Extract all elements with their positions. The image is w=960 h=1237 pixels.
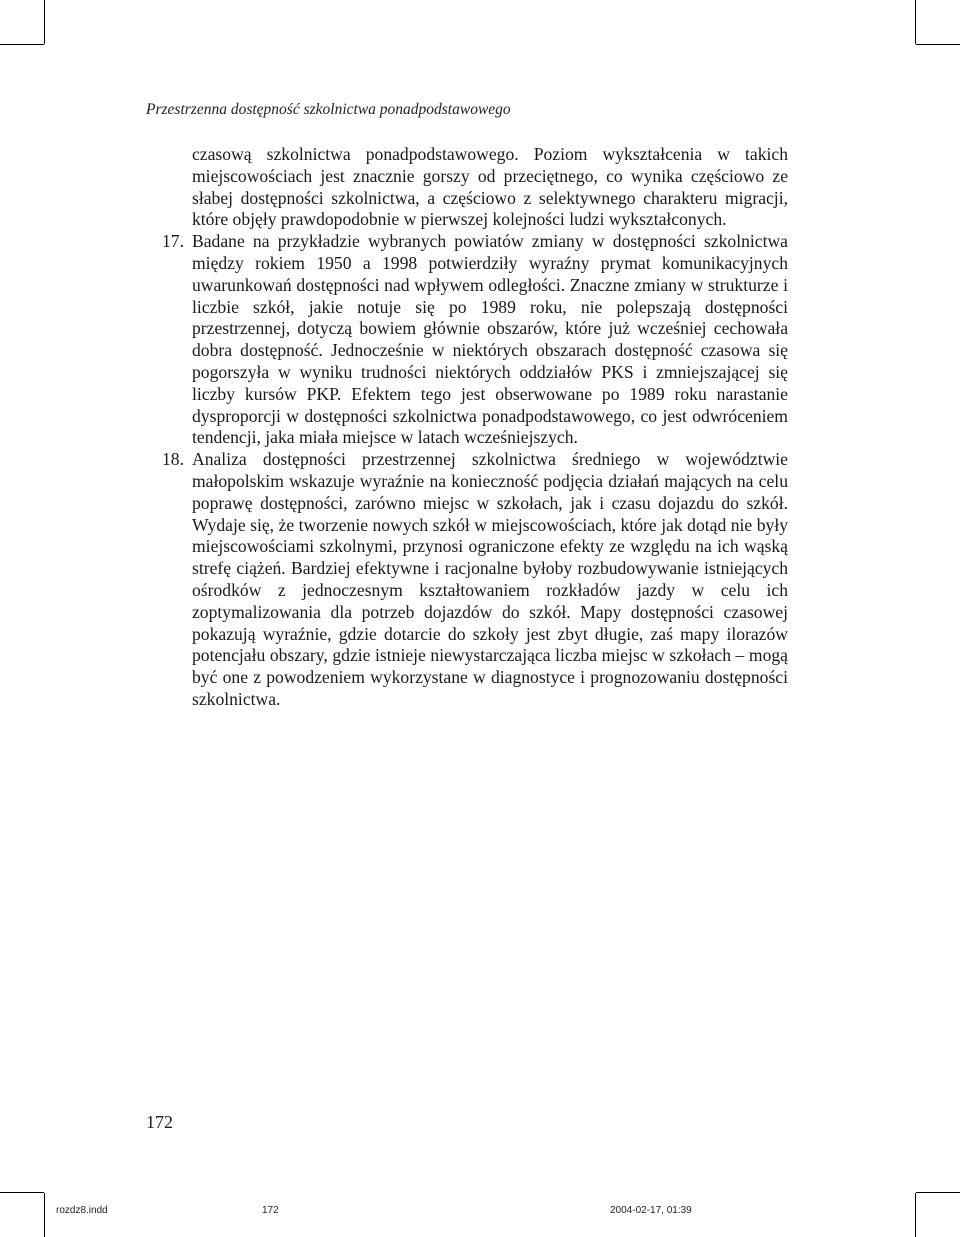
item-text: Badane na przykładzie wybranych powiatów zmiany w dostępności szkolnictwa między rokiem 1950 a 1998 potwierdziły wyraźny prymat komunikacyjnych uwarunkowań dostępności nad wpływem odległości. Znaczne zmiany w strukturze i liczbie szkół, jakie notuje się po 1989 roku, nie polepszają dostępności przestrzennej, dotyczą bowiem głównie obszarów, które już wcześniej cechowała dobra dostępność. Jednocześnie w niektórych obszarach dostępność czasowa się pogorszyła w wyniku trudności niektórych oddziałów PKS i zmniejszającej się liczby kursów PKP. Efektem tego jest obserwowane po 1989 roku narastanie dysproporcji w dostępności szkolnictwa ponadpodstawowego, co jest odwróceniem tendencji, jaka miała miejsce w latach wcześniejszych. [192,231,788,448]
crop-mark-top-left-h [0,44,44,45]
crop-mark-top-left-v [44,0,45,44]
crop-mark-top-right-h [916,44,960,45]
item-number: 17. [162,231,184,252]
running-header: Przestrzenna dostępność szkolnictwa ponadpodstawowego [146,101,511,118]
continuation-paragraph: czasową szkolnictwa ponadpodstawowego. Poziom wykształcenia w takich miejscowościach jest znacznie gorszy od przeciętnego, co wynika częściowo ze słabej dostępności szkolnictwa, a częściowo z selektywnego charakteru migracji, które objęły prawdopodobnie w pierwszej kolejności ludzi wykształconych. [192,144,788,230]
crop-mark-bottom-right-v [915,1193,916,1237]
crop-mark-top-right-v [915,0,916,44]
item-text: Analiza dostępności przestrzennej szkolnictwa średniego w województwie małopolskim wskazuje wyraźnie na konieczność podjęcia działań mających na celu poprawę dostępności, zarówno miejsc w szkołach, jak i czasu dojazdu do szkół. Wydaje się, że tworzenie nowych szkół w miejscowościach, które jak dotąd nie były miejscowościami szkolnymi, przynosi ograniczone efekty ze względu na ich wąską strefę ciążeń. Bardziej efektywne i racjonalne byłoby rozbudowywanie istniejących ośrodków z jednoczesnym kształtowaniem rozkładów jazdy w celu ich zoptymalizowania dla potrzeb dojazdów do szkół. Mapy dostępności czasowej pokazują wyraźnie, gdzie dotarcie do szkoły jest zbyt długie, zaś mapy ilorazów potencjału obszary, gdzie istnieje niewystarczająca liczba miejsc w szkołach – mogą być one z powodzeniem wykorzystane w diagnostyce i prognozowaniu dostępności szkolnictwa. [192,449,788,709]
slug-timestamp: 2004-02-17, 01:39 [610,1205,692,1216]
crop-mark-bottom-right-h [916,1192,960,1193]
list-item [162,449,788,711]
main-text [162,144,788,711]
page-number: 172 [146,1112,173,1132]
list-item [162,231,788,449]
slug-page: 172 [262,1205,279,1216]
item-number: 18. [162,449,184,470]
crop-mark-bottom-left-h [0,1192,44,1193]
slug-file: rozdz8.indd [56,1205,108,1216]
crop-mark-bottom-left-v [44,1193,45,1237]
